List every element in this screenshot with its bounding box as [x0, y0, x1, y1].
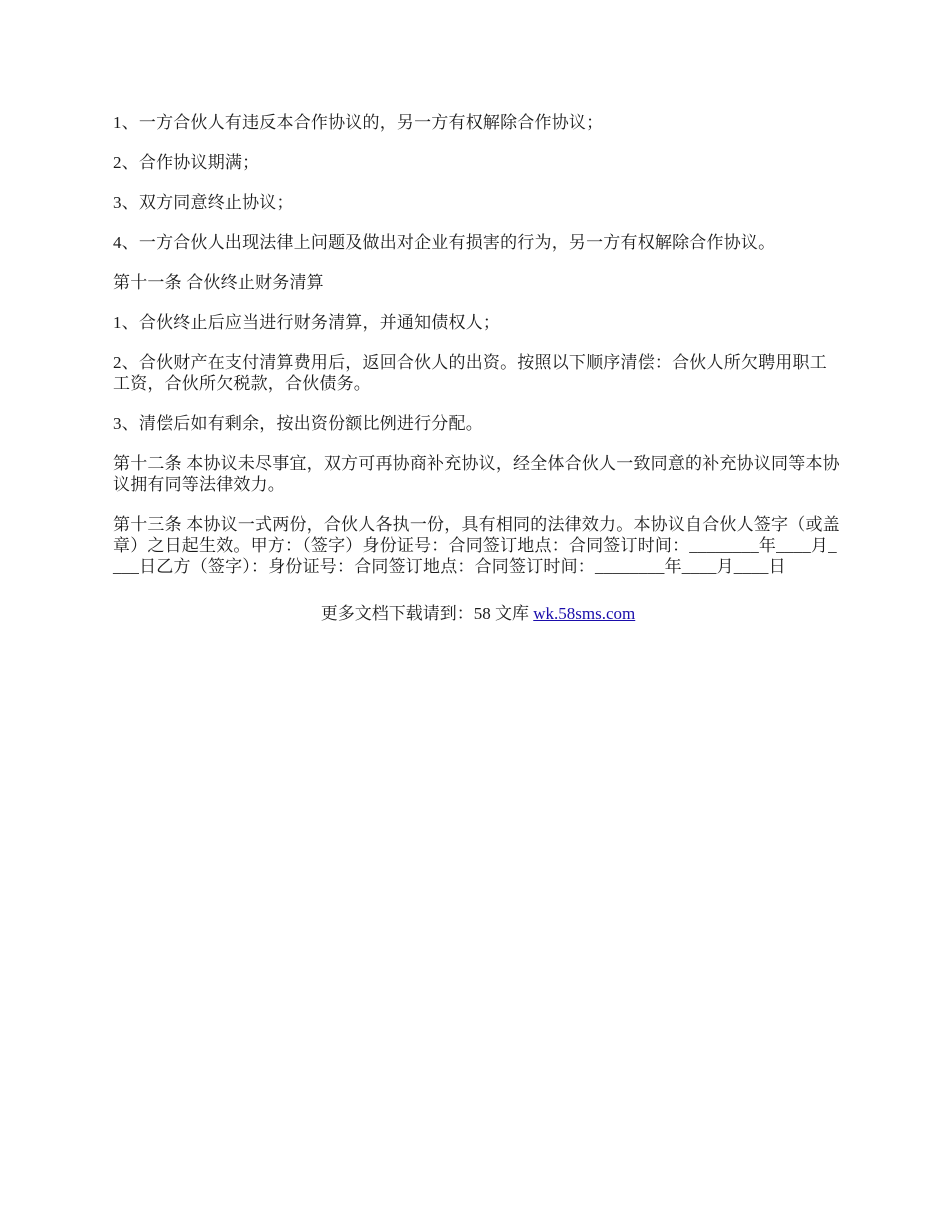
paragraph-clause-4: 4、一方合伙人出现法律上问题及做出对企业有损害的行为，另一方有权解除合作协议。 — [113, 233, 776, 252]
article-12-paragraph: 第十二条 本协议未尽事宜，双方可再协商补充协议，经全体合伙人一致同意的补充协议同等本协议拥有同等法律效力。 — [113, 454, 840, 494]
paragraph-settlement-2: 2、合伙财产在支付清算费用后，返回合伙人的出资。按照以下顺序清偿：合伙人所欠聘用职工工资，合伙所欠税款，合伙债务。 — [113, 353, 827, 393]
document-page — [113, 112, 843, 624]
article-13-paragraph: 第十三条 本协议一式两份，合伙人各执一份，具有相同的法律效力。本协议自合伙人签字（或盖章）之日起生效。甲方：（签字）身份证号：合同签订地点：合同签订时间：________年____月____日乙方（签字）：身份证号：合同签订地点：合同签订时间：________年____月____日 — [113, 515, 840, 576]
footer-link[interactable]: wk.58sms.com — [533, 604, 636, 623]
paragraph-clause-2: 2、合作协议期满； — [113, 153, 260, 172]
article-11-heading: 第十一条 合伙终止财务清算 — [113, 273, 324, 292]
paragraph-settlement-3: 3、清偿后如有剩余，按出资份额比例进行分配。 — [113, 414, 483, 433]
paragraph-settlement-1: 1、合伙终止后应当进行财务清算，并通知债权人； — [113, 313, 501, 332]
paragraph-clause-3: 3、双方同意终止协议； — [113, 193, 294, 212]
download-footer — [113, 603, 843, 624]
footer-prefix: 更多文档下载请到：58 文库 — [320, 604, 534, 623]
paragraph-clause-1: 1、一方合伙人有违反本合作协议的，另一方有权解除合作协议； — [113, 113, 604, 132]
